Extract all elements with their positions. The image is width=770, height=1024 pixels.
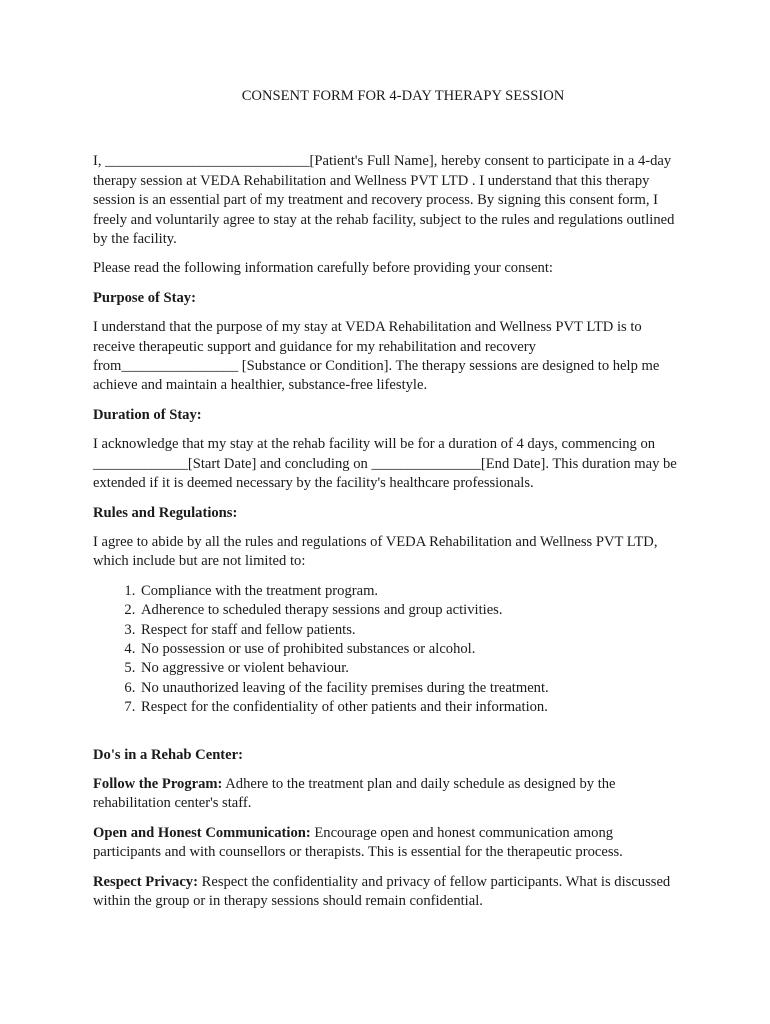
dos-item-lead: Follow the Program:: [93, 775, 223, 792]
dos-item-text: Encourage open and honest communication among participants and with counsellors or therapists. This is essential for the therapeutic process.: [93, 824, 623, 861]
purpose-paragraph: [93, 318, 683, 396]
dos-item-lead: Open and Honest Communication:: [93, 824, 311, 841]
rules-list: [93, 582, 683, 718]
end-date-blank: _______________: [371, 455, 481, 472]
duration-text-1: I acknowledge that my stay at the rehab facility will be for a duration of 4 days, commencing on: [93, 436, 656, 453]
list-item: 7. Respect for the confidentiality of other patients and their information.: [139, 698, 683, 717]
duration-paragraph: [93, 435, 683, 493]
dos-heading: Do's in a Rehab Center:: [93, 746, 243, 763]
please-read-paragraph: Please read the following information carefully before providing your consent:: [93, 260, 553, 277]
dos-item-text: Respect the confidentiality and privacy of fellow participants. What is discussed within the group or in therapy sessions should remain confidential.: [93, 873, 671, 909]
dos-item-follow-program: [93, 775, 683, 814]
list-item: 5. No aggressive or violent behaviour.: [139, 659, 683, 678]
list-item: 4. No possession or use of prohibited substances or alcohol.: [139, 640, 683, 659]
substance-blank: ________________: [121, 358, 239, 375]
purpose-text-before: I understand that the purpose of my stay at VEDA Rehabilitation and Wellness PVT LTD is to receive therapeutic support and guidance for my rehabilitation and recovery from: [93, 319, 642, 375]
purpose-heading: Purpose of Stay:: [93, 289, 196, 306]
list-item: 3. Respect for staff and fellow patients.: [139, 621, 683, 640]
rules-heading: Rules and Regulations:: [93, 504, 238, 521]
start-date-blank: _____________: [93, 455, 188, 472]
list-item: 6. No unauthorized leaving of the facility premises during the treatment.: [139, 679, 683, 698]
intro-prefix: I,: [93, 153, 106, 170]
intro-rest: [Patient's Full Name], hereby consent to participate in a 4-day therapy session at VEDA Rehabilitation and Wellness PVT LTD . I understand that this therapy session is an essential part of my treatment and recovery process. By signing this consent form, I freely and voluntarily agree to stay at the rehab facility, subject to the rules and regulations outlined by the facility.: [93, 153, 675, 248]
duration-text-3: [End Date]. This duration may be extended if it is deemed necessary by the facility's healthcare professionals.: [93, 455, 677, 492]
duration-heading: Duration of Stay:: [93, 406, 202, 423]
patient-name-blank: ____________________________: [105, 153, 310, 170]
list-item: 2. Adherence to scheduled therapy sessions and group activities.: [139, 601, 683, 620]
dos-item-text: Adhere to the treatment plan and daily schedule as designed by the rehabilitation center's staff.: [93, 775, 616, 812]
intro-paragraph: [93, 152, 683, 249]
list-item: 1. Compliance with the treatment program.: [139, 582, 683, 601]
document-page: [93, 87, 683, 921]
purpose-text-after: [Substance or Condition]. The therapy sessions are designed to help me achieve and maintain a healthier, substance-free lifestyle.: [93, 358, 660, 394]
dos-item-communication: [93, 824, 683, 863]
dos-item-lead: Respect Privacy:: [93, 873, 198, 890]
document-title: CONSENT FORM FOR 4-DAY THERAPY SESSION: [241, 88, 565, 104]
rules-intro: I agree to abide by all the rules and regulations of VEDA Rehabilitation and Wellness PVT LTD, which include but are not limited to:: [93, 533, 658, 570]
duration-text-2: [Start Date] and concluding on: [187, 455, 372, 472]
dos-item-privacy: [93, 873, 683, 912]
